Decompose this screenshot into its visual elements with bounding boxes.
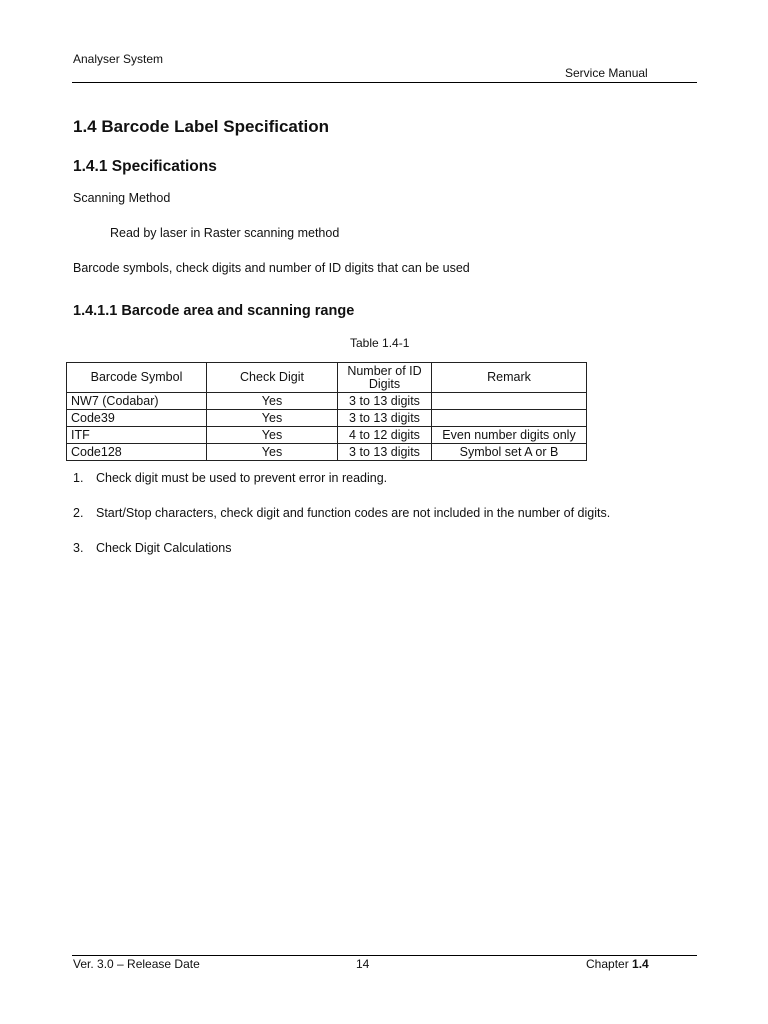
table-cell: 4 to 12 digits bbox=[338, 427, 432, 444]
footer-chapter-value: 1.4 bbox=[632, 957, 649, 971]
table-cell: Code128 bbox=[67, 444, 207, 461]
footer-chapter bbox=[586, 957, 649, 971]
subsection-title: 1.4.1 Specifications bbox=[73, 158, 217, 175]
header-manual-label: Service Manual bbox=[565, 66, 648, 80]
note-text: Start/Stop characters, check digit and function codes are not included in the number of digits. bbox=[96, 506, 611, 520]
table-cell: NW7 (Codabar) bbox=[67, 393, 207, 410]
table-row bbox=[67, 427, 587, 444]
footer-chapter-label: Chapter bbox=[586, 957, 629, 971]
column-header: Check Digit bbox=[207, 363, 338, 393]
footer-version: Ver. 3.0 – Release Date bbox=[73, 957, 200, 971]
table-cell: Yes bbox=[207, 427, 338, 444]
table-cell: Yes bbox=[207, 393, 338, 410]
scanning-method-value: Read by laser in Raster scanning method bbox=[110, 226, 340, 240]
table-row bbox=[67, 444, 587, 461]
header-divider bbox=[72, 82, 697, 83]
table-cell: ITF bbox=[67, 427, 207, 444]
subsubsection-title: 1.4.1.1 Barcode area and scanning range bbox=[73, 303, 355, 319]
header-title: Analyser System bbox=[73, 52, 164, 66]
table-cell: Yes bbox=[207, 444, 338, 461]
table-header-row bbox=[67, 363, 587, 393]
column-header: Number of ID Digits bbox=[338, 363, 432, 393]
page-number: 14 bbox=[356, 957, 370, 971]
note-text: Check Digit Calculations bbox=[96, 541, 232, 555]
table-row bbox=[67, 393, 587, 410]
table-cell: Code39 bbox=[67, 410, 207, 427]
footer-divider bbox=[72, 955, 697, 956]
table-cell: 3 to 13 digits bbox=[338, 410, 432, 427]
table-cell: 3 to 13 digits bbox=[338, 393, 432, 410]
note-number: 3. bbox=[73, 541, 84, 555]
note-number: 1. bbox=[73, 471, 84, 485]
symbols-intro: Barcode symbols, check digits and number of ID digits that can be used bbox=[73, 261, 470, 275]
table-row bbox=[67, 410, 587, 427]
table-cell: Yes bbox=[207, 410, 338, 427]
section-title: 1.4 Barcode Label Specification bbox=[73, 117, 330, 136]
note-number: 2. bbox=[73, 506, 84, 520]
table-cell bbox=[432, 393, 587, 410]
scanning-method-label: Scanning Method bbox=[73, 191, 171, 205]
table-cell: 3 to 13 digits bbox=[338, 444, 432, 461]
table-cell bbox=[432, 410, 587, 427]
table-cell: Symbol set A or B bbox=[432, 444, 587, 461]
note-text: Check digit must be used to prevent error in reading. bbox=[96, 471, 388, 485]
column-header: Remark bbox=[432, 363, 587, 393]
column-header: Barcode Symbol bbox=[67, 363, 207, 393]
table-cell: Even number digits only bbox=[432, 427, 587, 444]
table-caption: Table 1.4-1 bbox=[350, 336, 410, 350]
barcode-spec-table bbox=[66, 362, 587, 461]
